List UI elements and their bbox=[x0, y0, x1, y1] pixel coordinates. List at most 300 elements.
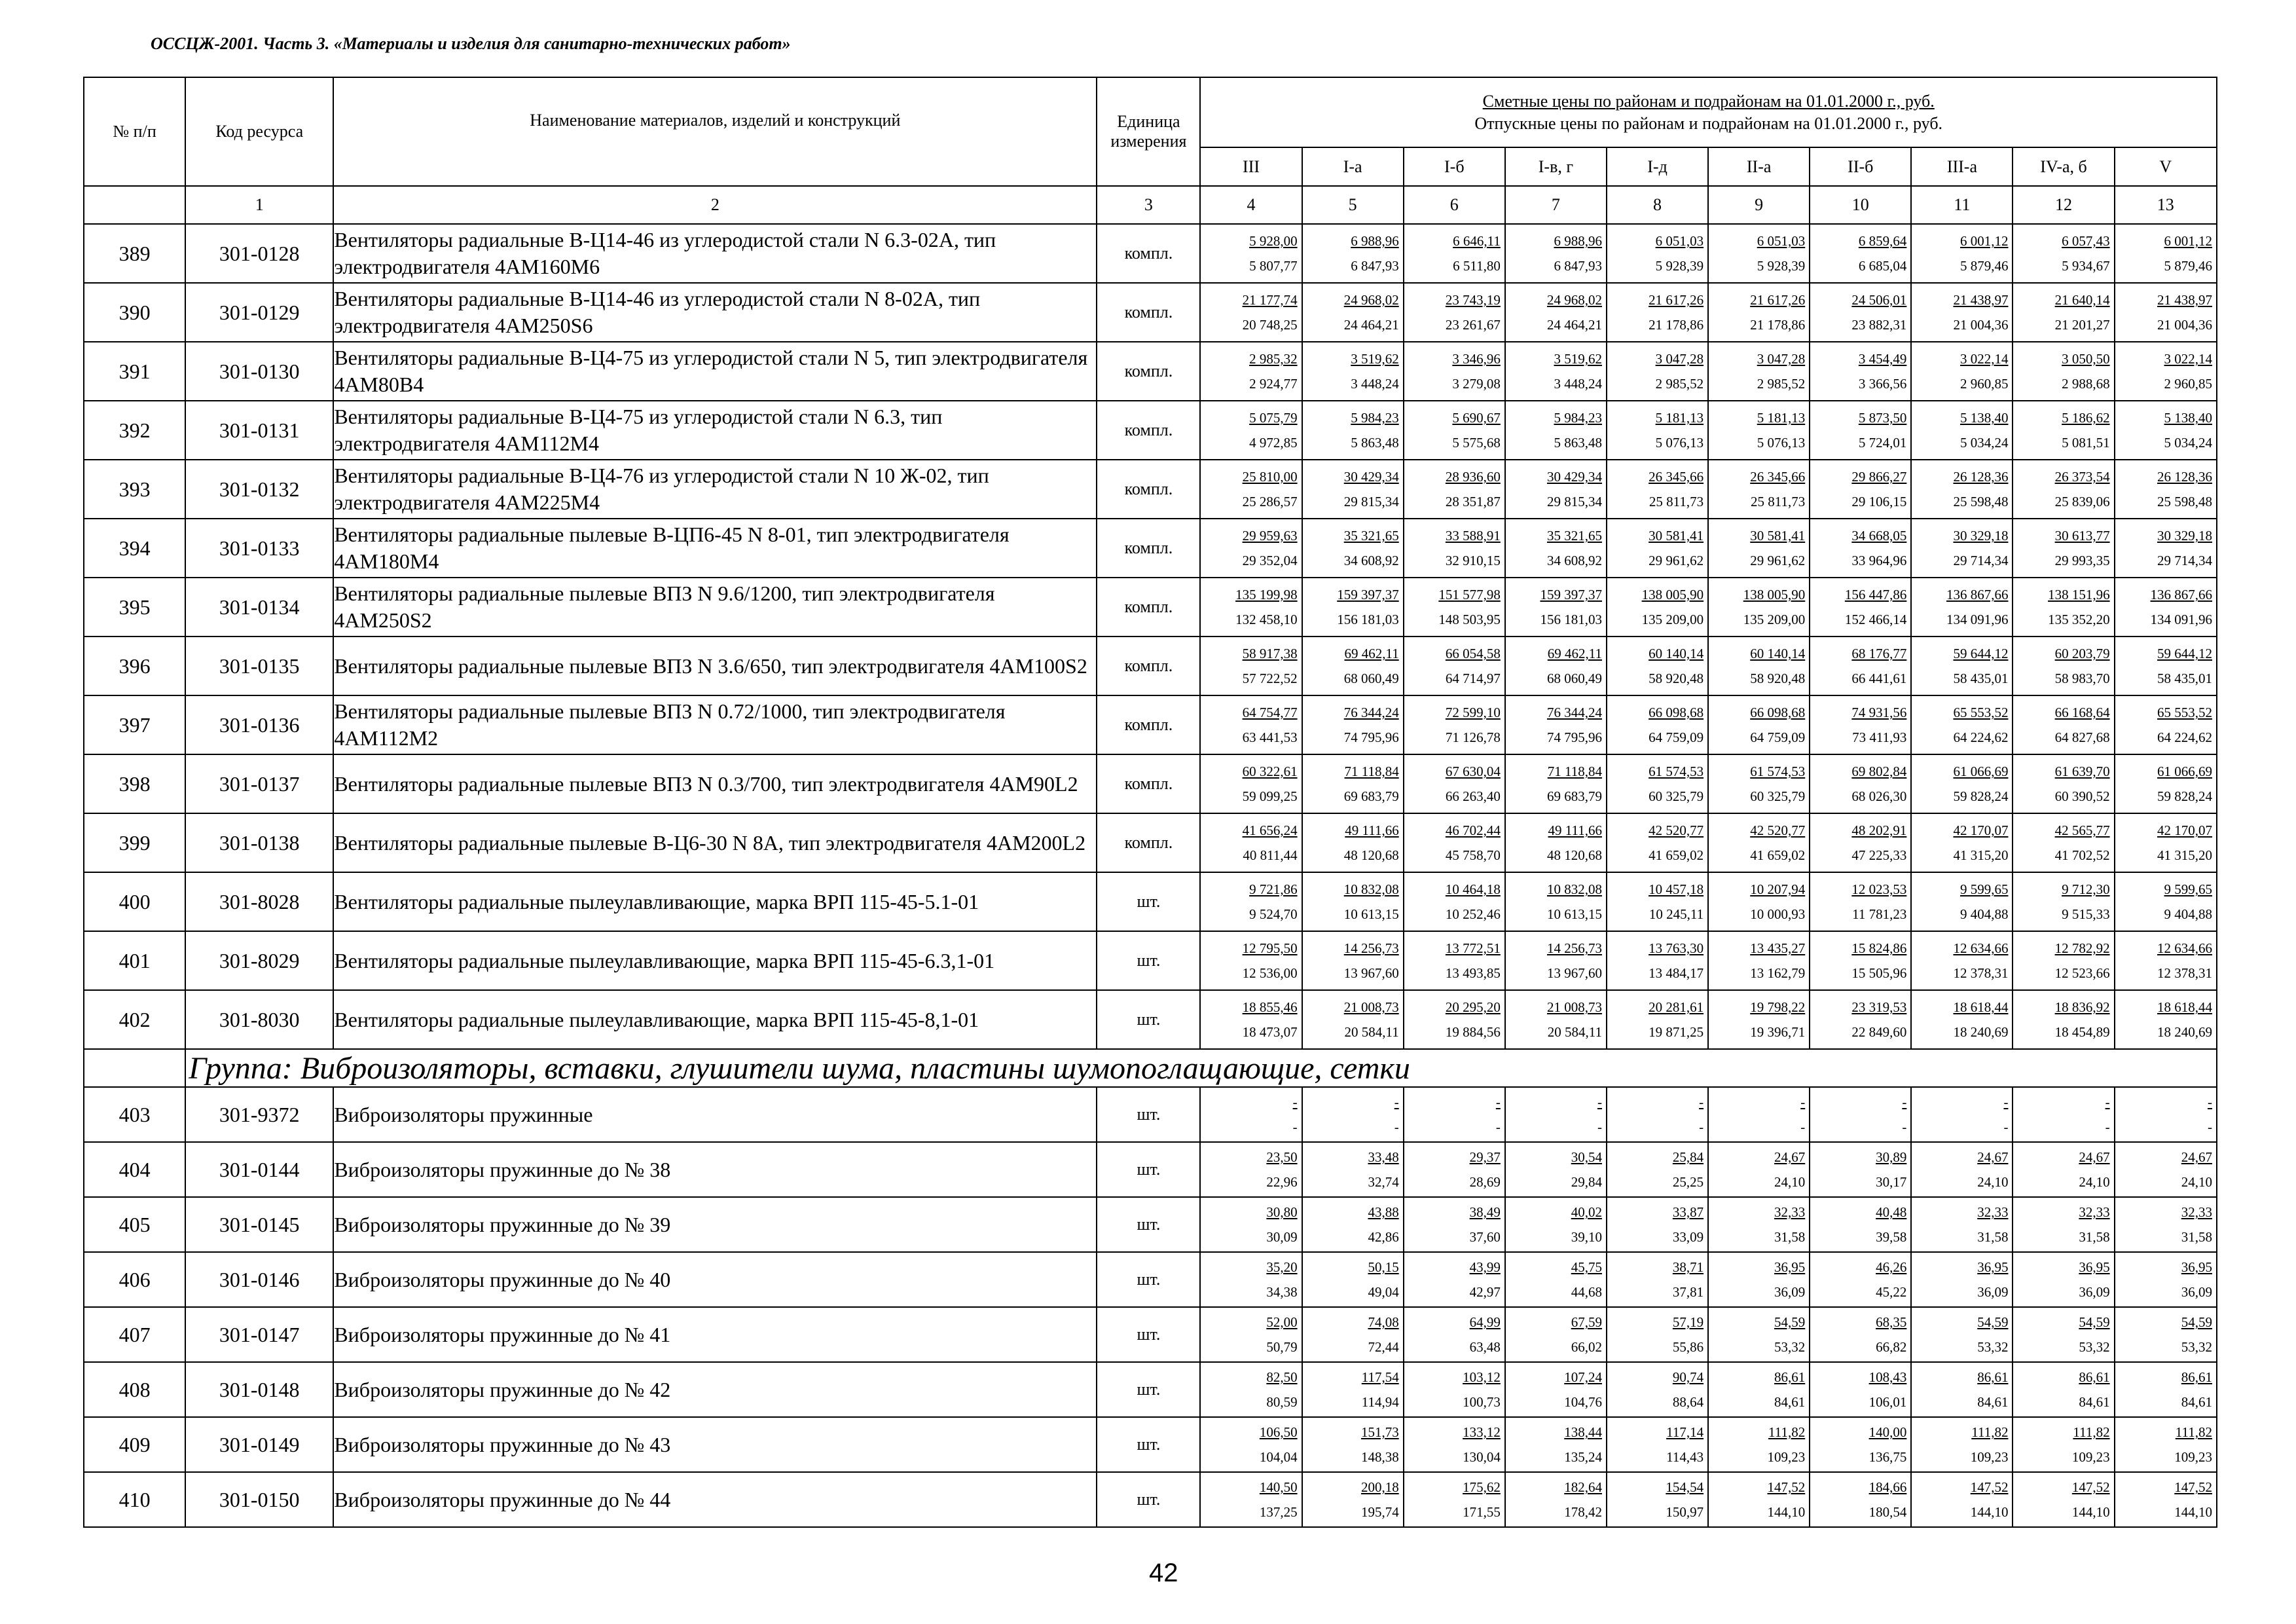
estimate-price: 69 462,11 bbox=[1344, 646, 1399, 661]
price-cell bbox=[1911, 1252, 2013, 1307]
price-cell bbox=[2013, 931, 2114, 990]
release-price: 53,32 bbox=[1774, 1339, 1806, 1355]
release-price: 30,09 bbox=[1266, 1229, 1298, 1245]
release-price: 69 683,79 bbox=[1546, 788, 1602, 804]
price-cell bbox=[1708, 1417, 1810, 1472]
release-price: 45 758,70 bbox=[1445, 847, 1501, 863]
release-price: 2 960,85 bbox=[2164, 376, 2212, 392]
price-cell bbox=[1505, 754, 1607, 813]
item-name: Вентиляторы радиальные В-Ц4-75 из углеродистой стали N 5, тип электродвигателя 4АМ80В4 bbox=[333, 342, 1097, 401]
estimate-price: 151,73 bbox=[1360, 1424, 1399, 1440]
release-price: 34 608,92 bbox=[1546, 553, 1602, 568]
release-price: 150,97 bbox=[1666, 1504, 1704, 1520]
price-cell bbox=[1810, 1362, 1911, 1417]
price-cell bbox=[1200, 401, 1302, 460]
estimate-price: 42 565,77 bbox=[2054, 822, 2110, 838]
estimate-price: 30 329,18 bbox=[2157, 528, 2212, 544]
estimate-price: 140,00 bbox=[1868, 1424, 1907, 1440]
release-price: 39,10 bbox=[1571, 1229, 1602, 1245]
release-price: 23 882,31 bbox=[1851, 317, 1907, 333]
estimate-price: 3 022,14 bbox=[2164, 351, 2212, 367]
release-price: 84,61 bbox=[1977, 1394, 2009, 1410]
release-price: 4 972,85 bbox=[1249, 435, 1298, 451]
release-price: 31,58 bbox=[1977, 1229, 2009, 1245]
release-price: 20 584,11 bbox=[1547, 1024, 1602, 1040]
release-price: 180,54 bbox=[1868, 1504, 1907, 1520]
release-price: 144,10 bbox=[1970, 1504, 2009, 1520]
release-price: 25 598,48 bbox=[1953, 494, 2009, 509]
release-price: 58 435,01 bbox=[1953, 671, 2009, 686]
estimate-price: 30 429,34 bbox=[1546, 469, 1602, 485]
column-index: 12 bbox=[2013, 186, 2114, 224]
release-price: 28 351,87 bbox=[1445, 494, 1501, 509]
release-price: 2 960,85 bbox=[1959, 376, 2009, 392]
price-cell bbox=[2013, 695, 2114, 754]
price-cell bbox=[2013, 1142, 2114, 1197]
estimate-price: 68,35 bbox=[1876, 1314, 1907, 1330]
estimate-price: 57,19 bbox=[1672, 1314, 1704, 1330]
price-cell bbox=[2115, 224, 2217, 283]
release-price: 32,74 bbox=[1368, 1174, 1399, 1190]
price-cell bbox=[1302, 1307, 1404, 1362]
price-cell bbox=[1607, 1142, 1708, 1197]
release-price: 109,23 bbox=[2174, 1449, 2212, 1465]
estimate-price: 12 634,66 bbox=[2157, 940, 2212, 956]
release-price: 24 464,21 bbox=[1546, 317, 1602, 333]
estimate-price: 36,95 bbox=[1774, 1259, 1806, 1275]
price-cell bbox=[1810, 342, 1911, 401]
release-price: 5 081,51 bbox=[2062, 435, 2110, 451]
price-cell bbox=[1302, 695, 1404, 754]
estimate-price: 86,61 bbox=[1774, 1369, 1806, 1385]
release-price: 137,25 bbox=[1259, 1504, 1298, 1520]
column-index: 3 bbox=[1097, 186, 1200, 224]
unit-of-measure: шт. bbox=[1097, 990, 1200, 1049]
estimate-price: 6 051,03 bbox=[1655, 233, 1704, 249]
unit-of-measure: компл. bbox=[1097, 283, 1200, 342]
release-price: 36,09 bbox=[1774, 1284, 1806, 1300]
price-cell bbox=[2013, 519, 2114, 578]
estimate-price: 3 047,28 bbox=[1757, 351, 1806, 367]
resource-code: 301-0135 bbox=[185, 637, 333, 695]
estimate-price: 76 344,24 bbox=[1546, 705, 1602, 720]
estimate-price: 147,52 bbox=[2071, 1479, 2110, 1495]
table-row bbox=[84, 637, 2217, 695]
resource-code: 301-0149 bbox=[185, 1417, 333, 1472]
estimate-price: 12 782,92 bbox=[2054, 940, 2110, 956]
estimate-price: 5 928,00 bbox=[1249, 233, 1298, 249]
price-cell bbox=[1505, 460, 1607, 519]
release-price: 59 099,25 bbox=[1242, 788, 1298, 804]
row-number: 389 bbox=[84, 224, 185, 283]
release-price: 50,79 bbox=[1266, 1339, 1298, 1355]
resource-code: 301-0146 bbox=[185, 1252, 333, 1307]
estimate-price: 72 599,10 bbox=[1445, 705, 1501, 720]
price-cell bbox=[1302, 1252, 1404, 1307]
estimate-price: 19 798,22 bbox=[1750, 999, 1806, 1015]
price-cell bbox=[1911, 1307, 2013, 1362]
estimate-price: 3 346,96 bbox=[1452, 351, 1501, 367]
release-price: 49,04 bbox=[1368, 1284, 1399, 1300]
estimate-price: 15 824,86 bbox=[1851, 940, 1907, 956]
estimate-price: 29 959,63 bbox=[1242, 528, 1298, 544]
item-name: Виброизоляторы пружинные до № 40 bbox=[333, 1252, 1097, 1307]
col-header-prices bbox=[1200, 77, 2217, 147]
estimate-price: 36,95 bbox=[2181, 1259, 2212, 1275]
release-price: 69 683,79 bbox=[1343, 788, 1399, 804]
estimate-price: 9 599,65 bbox=[2164, 881, 2212, 897]
price-cell bbox=[1607, 695, 1708, 754]
price-cell bbox=[1607, 754, 1708, 813]
col-header-code: Код ресурса bbox=[185, 77, 333, 186]
estimate-price: 10 464,18 bbox=[1445, 881, 1501, 897]
price-cell bbox=[1607, 460, 1708, 519]
estimate-price: 54,59 bbox=[1977, 1314, 2009, 1330]
release-price: 134 091,96 bbox=[1946, 612, 2009, 627]
price-cell bbox=[1404, 695, 1505, 754]
price-cell bbox=[1911, 401, 2013, 460]
release-price: 41 315,20 bbox=[2157, 847, 2212, 863]
estimate-price: 3 022,14 bbox=[1959, 351, 2009, 367]
price-cell bbox=[2115, 401, 2217, 460]
release-price: 3 448,24 bbox=[1351, 376, 1399, 392]
column-index: 4 bbox=[1200, 186, 1302, 224]
release-price: 3 448,24 bbox=[1554, 376, 1602, 392]
estimate-price: 50,15 bbox=[1368, 1259, 1399, 1275]
estimate-price: 35,20 bbox=[1266, 1259, 1298, 1275]
release-price: 135 352,20 bbox=[2048, 612, 2110, 627]
release-price: 34 608,92 bbox=[1343, 553, 1399, 568]
estimate-price: 29,37 bbox=[1469, 1149, 1501, 1165]
estimate-price: 42 520,77 bbox=[1750, 822, 1806, 838]
price-cell bbox=[2013, 990, 2114, 1049]
prices-estimate-title: Сметные цены по районам и подрайонам на 01.01.2000 г., руб. bbox=[1482, 91, 1935, 111]
price-cell bbox=[1404, 342, 1505, 401]
price-cell bbox=[2115, 283, 2217, 342]
estimate-price: 23 319,53 bbox=[1851, 999, 1907, 1015]
release-price: 37,60 bbox=[1469, 1229, 1501, 1245]
item-name: Вентиляторы радиальные пылеулавливающие, марка ВРП 115-45-8,1-01 bbox=[333, 990, 1097, 1049]
price-cell bbox=[1708, 990, 1810, 1049]
estimate-price: 24 506,01 bbox=[1851, 292, 1907, 308]
estimate-price: 30,54 bbox=[1571, 1149, 1602, 1165]
price-cell bbox=[1708, 1142, 1810, 1197]
price-cell bbox=[2115, 754, 2217, 813]
estimate-price: 18 855,46 bbox=[1242, 999, 1298, 1015]
price-cell bbox=[1505, 519, 1607, 578]
estimate-price: 42 170,07 bbox=[1953, 822, 2009, 838]
release-price: 28,69 bbox=[1469, 1174, 1501, 1190]
estimate-price: 38,71 bbox=[1672, 1259, 1704, 1275]
release-price: 55,86 bbox=[1672, 1339, 1704, 1355]
release-price: 21 178,86 bbox=[1649, 317, 1704, 333]
resource-code: 301-0144 bbox=[185, 1142, 333, 1197]
estimate-price: 42 170,07 bbox=[2157, 822, 2212, 838]
release-price: 88,64 bbox=[1672, 1394, 1704, 1410]
resource-code: 301-0148 bbox=[185, 1362, 333, 1417]
release-price: 10 000,93 bbox=[1750, 906, 1806, 922]
resource-code: 301-0132 bbox=[185, 460, 333, 519]
release-price: 171,55 bbox=[1463, 1504, 1501, 1520]
estimate-price: 65 553,52 bbox=[1953, 705, 2009, 720]
price-cell bbox=[1505, 1252, 1607, 1307]
table-row bbox=[84, 283, 2217, 342]
estimate-price: - bbox=[1495, 1094, 1501, 1110]
price-cell bbox=[1911, 1417, 2013, 1472]
price-cell bbox=[1911, 990, 2013, 1049]
estimate-price: 24 968,02 bbox=[1546, 292, 1602, 308]
estimate-price: 9 721,86 bbox=[1249, 881, 1298, 897]
release-price: 135 209,00 bbox=[1641, 612, 1704, 627]
estimate-price: 14 256,73 bbox=[1546, 940, 1602, 956]
price-cell bbox=[1911, 460, 2013, 519]
price-cell bbox=[1810, 578, 1911, 637]
release-price: 41 659,02 bbox=[1649, 847, 1704, 863]
price-cell bbox=[1911, 637, 2013, 695]
estimate-price: 21 617,26 bbox=[1649, 292, 1704, 308]
release-price: 5 076,13 bbox=[1757, 435, 1806, 451]
estimate-price: 60 140,14 bbox=[1649, 646, 1704, 661]
price-cell bbox=[2115, 519, 2217, 578]
price-cell bbox=[1404, 1197, 1505, 1252]
price-cell bbox=[1505, 1197, 1607, 1252]
estimate-price: 154,54 bbox=[1666, 1479, 1704, 1495]
estimate-price: 117,14 bbox=[1666, 1424, 1704, 1440]
resource-code: 301-0137 bbox=[185, 754, 333, 813]
price-cell bbox=[1404, 872, 1505, 931]
unit-of-measure: шт. bbox=[1097, 1197, 1200, 1252]
price-cell bbox=[1607, 931, 1708, 990]
price-cell bbox=[2013, 1472, 2114, 1527]
row-number: 396 bbox=[84, 637, 185, 695]
release-price: 5 076,13 bbox=[1655, 435, 1704, 451]
release-price: 29 815,34 bbox=[1546, 494, 1602, 509]
estimate-price: 26 128,36 bbox=[2157, 469, 2212, 485]
price-cell bbox=[1708, 1307, 1810, 1362]
price-cell bbox=[1607, 1307, 1708, 1362]
release-price: 5 934,67 bbox=[2062, 258, 2110, 274]
estimate-price: 159 397,37 bbox=[1337, 587, 1399, 602]
estimate-price: 21 008,73 bbox=[1546, 999, 1602, 1015]
estimate-price: 24,67 bbox=[1977, 1149, 2009, 1165]
estimate-price: 30 581,41 bbox=[1649, 528, 1704, 544]
unit-of-measure: шт. bbox=[1097, 1417, 1200, 1472]
release-price: - bbox=[1902, 1119, 1907, 1135]
price-cell bbox=[1505, 1087, 1607, 1142]
release-price: 48 120,68 bbox=[1343, 847, 1399, 863]
price-cell bbox=[2013, 1417, 2114, 1472]
release-price: 2 988,68 bbox=[2062, 376, 2110, 392]
release-price: 136,75 bbox=[1868, 1449, 1907, 1465]
estimate-price: 151 577,98 bbox=[1438, 587, 1501, 602]
estimate-price: 6 646,11 bbox=[1453, 233, 1501, 249]
region-header: I-в, г bbox=[1505, 147, 1607, 186]
estimate-price: 147,52 bbox=[1767, 1479, 1806, 1495]
release-price: 72,44 bbox=[1368, 1339, 1399, 1355]
estimate-price: 71 118,84 bbox=[1547, 764, 1602, 779]
release-price: 10 245,11 bbox=[1649, 906, 1704, 922]
price-cell bbox=[1911, 1087, 2013, 1142]
resource-code: 301-0129 bbox=[185, 283, 333, 342]
price-cell bbox=[1708, 283, 1810, 342]
release-price: 9 404,88 bbox=[2164, 906, 2212, 922]
estimate-price: 106,50 bbox=[1259, 1424, 1298, 1440]
release-price: 5 724,01 bbox=[1858, 435, 1907, 451]
row-number: 395 bbox=[84, 578, 185, 637]
release-price: 9 515,33 bbox=[2062, 906, 2110, 922]
estimate-price: 66 098,68 bbox=[1750, 705, 1806, 720]
price-cell bbox=[1404, 1087, 1505, 1142]
release-price: 40 811,44 bbox=[1243, 847, 1298, 863]
unit-of-measure: шт. bbox=[1097, 1362, 1200, 1417]
release-price: 10 613,15 bbox=[1343, 906, 1399, 922]
price-cell bbox=[2115, 1142, 2217, 1197]
release-price: 47 225,33 bbox=[1851, 847, 1907, 863]
resource-code: 301-8029 bbox=[185, 931, 333, 990]
release-price: 109,23 bbox=[1970, 1449, 2009, 1465]
release-price: 31,58 bbox=[2181, 1229, 2212, 1245]
estimate-price: 43,99 bbox=[1469, 1259, 1501, 1275]
table-row bbox=[84, 1362, 2217, 1417]
price-cell bbox=[1200, 460, 1302, 519]
price-cell bbox=[1302, 401, 1404, 460]
release-price: 19 884,56 bbox=[1445, 1024, 1501, 1040]
price-cell bbox=[1708, 460, 1810, 519]
price-cell bbox=[1404, 1142, 1505, 1197]
estimate-price: 24,67 bbox=[2079, 1149, 2110, 1165]
price-cell bbox=[1810, 1087, 1911, 1142]
release-price: 25 811,73 bbox=[1649, 494, 1704, 509]
resource-code: 301-0136 bbox=[185, 695, 333, 754]
price-cell bbox=[1505, 1472, 1607, 1527]
row-number: 405 bbox=[84, 1197, 185, 1252]
release-price: 25 811,73 bbox=[1750, 494, 1806, 509]
release-price: 25 839,06 bbox=[2054, 494, 2110, 509]
release-price: 24,10 bbox=[1977, 1174, 2009, 1190]
price-cell bbox=[1708, 1472, 1810, 1527]
price-cell bbox=[1911, 931, 2013, 990]
price-cell bbox=[1810, 872, 1911, 931]
column-index: 1 bbox=[185, 186, 333, 224]
price-cell bbox=[2013, 342, 2114, 401]
release-price: 148,38 bbox=[1360, 1449, 1399, 1465]
estimate-price: 60 140,14 bbox=[1750, 646, 1806, 661]
estimate-price: 64 754,77 bbox=[1242, 705, 1298, 720]
page-number: 42 bbox=[1149, 1559, 1178, 1587]
price-cell bbox=[1505, 1142, 1607, 1197]
unit-of-measure: компл. bbox=[1097, 695, 1200, 754]
resource-code: 301-0130 bbox=[185, 342, 333, 401]
resource-code: 301-8030 bbox=[185, 990, 333, 1049]
column-index: 7 bbox=[1505, 186, 1607, 224]
price-cell bbox=[2013, 637, 2114, 695]
estimate-price: 10 832,08 bbox=[1343, 881, 1399, 897]
release-price: 5 879,46 bbox=[1959, 258, 2009, 274]
release-price: 57 722,52 bbox=[1242, 671, 1298, 686]
item-name: Вентиляторы радиальные пылевые В-Ц6-30 N 8А, тип электродвигателя 4АМ200L2 bbox=[333, 813, 1097, 872]
release-price: 12 378,31 bbox=[2157, 965, 2212, 981]
price-cell bbox=[1911, 1197, 2013, 1252]
release-price: 2 985,52 bbox=[1757, 376, 1806, 392]
price-cell bbox=[2115, 813, 2217, 872]
estimate-price: - bbox=[1394, 1094, 1399, 1110]
estimate-price: 156 447,86 bbox=[1844, 587, 1907, 602]
price-cell bbox=[1404, 578, 1505, 637]
price-cell bbox=[2115, 990, 2217, 1049]
estimate-price: 67 630,04 bbox=[1445, 764, 1501, 779]
estimate-price: 5 181,13 bbox=[1757, 410, 1806, 426]
price-cell bbox=[1505, 695, 1607, 754]
release-price: 24,10 bbox=[2079, 1174, 2110, 1190]
estimate-price: 64,99 bbox=[1469, 1314, 1501, 1330]
release-price: 23 261,67 bbox=[1445, 317, 1501, 333]
row-number: 410 bbox=[84, 1472, 185, 1527]
estimate-price: 10 207,94 bbox=[1750, 881, 1806, 897]
estimate-price: - bbox=[2003, 1094, 2009, 1110]
estimate-price: 103,12 bbox=[1463, 1369, 1501, 1385]
resource-code: 301-0133 bbox=[185, 519, 333, 578]
row-number: 406 bbox=[84, 1252, 185, 1307]
price-cell bbox=[1911, 695, 2013, 754]
release-price: 11 781,23 bbox=[1852, 906, 1907, 922]
release-price: 24 464,21 bbox=[1343, 317, 1399, 333]
item-name: Виброизоляторы пружинные до № 44 bbox=[333, 1472, 1097, 1527]
estimate-price: 26 345,66 bbox=[1649, 469, 1704, 485]
estimate-price: 111,82 bbox=[2175, 1424, 2212, 1440]
release-price: 29 714,34 bbox=[1953, 553, 2009, 568]
price-cell bbox=[2115, 578, 2217, 637]
price-cell bbox=[2013, 283, 2114, 342]
release-price: 6 847,93 bbox=[1554, 258, 1602, 274]
estimate-price: 9 599,65 bbox=[1959, 881, 2009, 897]
estimate-price: 24,67 bbox=[2181, 1149, 2212, 1165]
price-cell bbox=[1404, 931, 1505, 990]
price-cell bbox=[1607, 519, 1708, 578]
estimate-price: 60 322,61 bbox=[1242, 764, 1298, 779]
estimate-price: 13 763,30 bbox=[1649, 940, 1704, 956]
estimate-price: 26 345,66 bbox=[1750, 469, 1806, 485]
price-cell bbox=[1505, 990, 1607, 1049]
estimate-price: 138 151,96 bbox=[2048, 587, 2110, 602]
price-cell bbox=[1200, 1307, 1302, 1362]
release-price: 33,09 bbox=[1672, 1229, 1704, 1245]
table-row bbox=[84, 224, 2217, 283]
table-row bbox=[84, 1417, 2217, 1472]
price-cell bbox=[2115, 460, 2217, 519]
price-cell bbox=[2115, 1197, 2217, 1252]
release-price: 66 263,40 bbox=[1445, 788, 1501, 804]
estimate-price: 10 457,18 bbox=[1649, 881, 1704, 897]
price-cell bbox=[1505, 1417, 1607, 1472]
estimate-price: 26 128,36 bbox=[1953, 469, 2009, 485]
release-price: 156 181,03 bbox=[1540, 612, 1602, 627]
estimate-price: 13 772,51 bbox=[1445, 940, 1501, 956]
resource-code: 301-0147 bbox=[185, 1307, 333, 1362]
column-index: 10 bbox=[1810, 186, 1911, 224]
release-price: - bbox=[2105, 1119, 2110, 1135]
col-header-unit: Единица измерения bbox=[1097, 77, 1200, 186]
release-price: 114,43 bbox=[1666, 1449, 1704, 1465]
price-cell bbox=[1505, 578, 1607, 637]
estimate-price: 111,82 bbox=[1971, 1424, 2009, 1440]
unit-of-measure: компл. bbox=[1097, 224, 1200, 283]
release-price: 6 511,80 bbox=[1453, 258, 1501, 274]
item-name: Виброизоляторы пружинные до № 43 bbox=[333, 1417, 1097, 1472]
estimate-price: 82,50 bbox=[1266, 1369, 1298, 1385]
region-header: II-а bbox=[1708, 147, 1810, 186]
estimate-price: 138 005,90 bbox=[1743, 587, 1806, 602]
estimate-price: 48 202,91 bbox=[1851, 822, 1907, 838]
